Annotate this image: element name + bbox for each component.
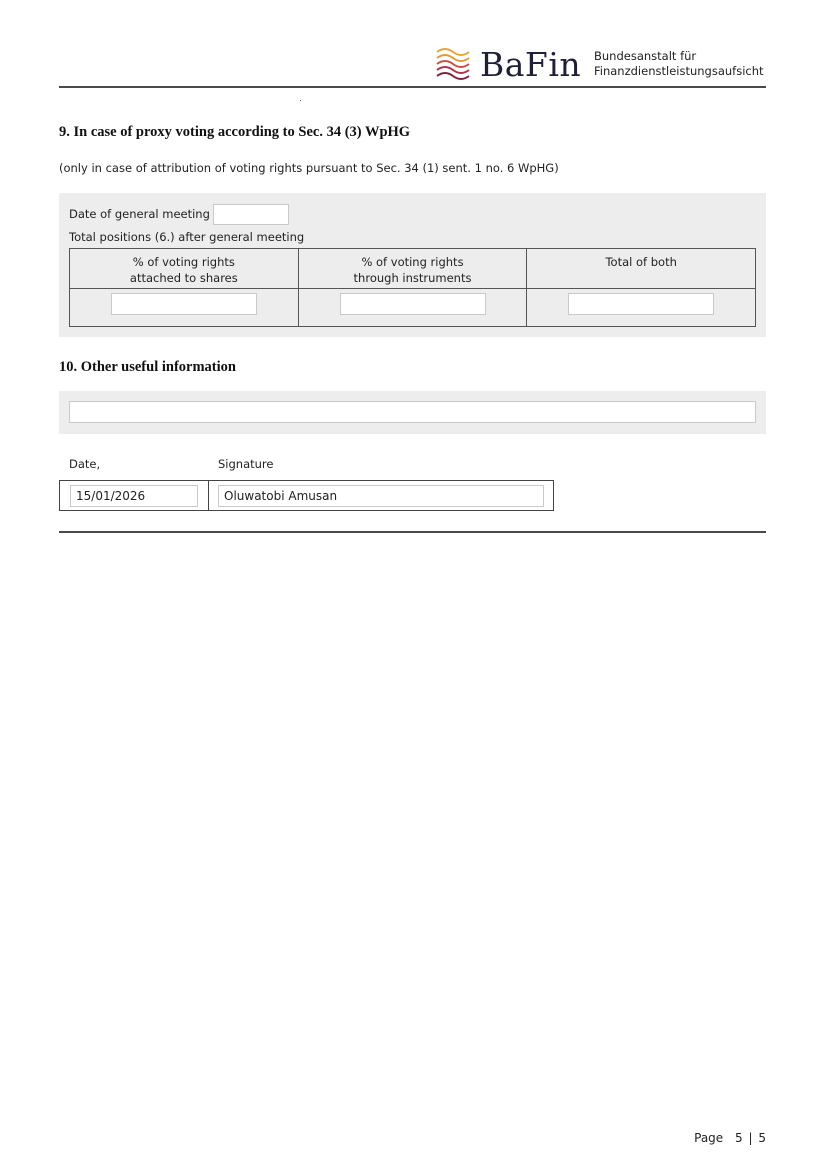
col-shares-line1: % of voting rights xyxy=(132,255,235,269)
page-indicator xyxy=(694,1131,766,1145)
general-meeting-date-input[interactable] xyxy=(213,204,289,225)
page-current: 5 xyxy=(735,1131,743,1145)
positions-table xyxy=(69,248,756,327)
total-cell xyxy=(527,289,756,327)
general-meeting-date-label: Date of general meeting xyxy=(69,207,210,221)
col-instruments-line2: through instruments xyxy=(353,271,472,285)
bottom-rule xyxy=(59,531,766,533)
positions-input-row xyxy=(70,289,756,327)
bafin-logo xyxy=(436,44,581,84)
section-9-title: 9. In case of proxy voting according to Sec. 34 (3) WpHG xyxy=(59,124,411,140)
agency-line-1: Bundesanstalt für xyxy=(594,49,697,63)
page-separator: | xyxy=(748,1131,753,1145)
signature-input[interactable]: Oluwatobi Amusan xyxy=(218,485,544,507)
col-shares-line2: attached to shares xyxy=(129,271,238,285)
page-label: Page xyxy=(694,1131,724,1145)
col-shares-header xyxy=(70,249,299,289)
signature-table xyxy=(59,480,554,511)
section-9-panel xyxy=(59,193,766,337)
date-label: Date, xyxy=(69,457,101,471)
signature-divider xyxy=(208,481,209,510)
total-positions-label: Total positions (6.) after general meeting xyxy=(69,230,305,244)
signature-label: Signature xyxy=(218,457,274,471)
date-input[interactable]: 15/01/2026 xyxy=(70,485,198,507)
col-total-header xyxy=(527,249,756,289)
other-info-input[interactable] xyxy=(69,401,756,423)
col-instruments-line1: % of voting rights xyxy=(361,255,464,269)
section-9-note: (only in case of attribution of voting rights pursuant to Sec. 34 (1) sent. 1 no. 6 WpHG) xyxy=(59,161,559,175)
section-10-panel xyxy=(59,391,766,434)
positions-header-row xyxy=(70,249,756,289)
shares-cell xyxy=(70,289,299,327)
page-total: 5 xyxy=(758,1131,766,1145)
stray-dot xyxy=(300,100,301,101)
total-percent-input[interactable] xyxy=(568,293,714,315)
shares-percent-input[interactable] xyxy=(111,293,257,315)
bafin-waves-icon xyxy=(436,46,470,82)
header-rule xyxy=(59,86,766,88)
instruments-percent-input[interactable] xyxy=(340,293,486,315)
agency-line-2: Finanzdienstleistungsaufsicht xyxy=(594,64,764,78)
section-10-title: 10. Other useful information xyxy=(59,359,236,375)
instruments-cell xyxy=(298,289,527,327)
col-total-line1: Total of both xyxy=(605,255,677,269)
logo-wordmark: BaFin xyxy=(480,44,582,84)
col-instruments-header xyxy=(298,249,527,289)
agency-name xyxy=(594,49,764,79)
